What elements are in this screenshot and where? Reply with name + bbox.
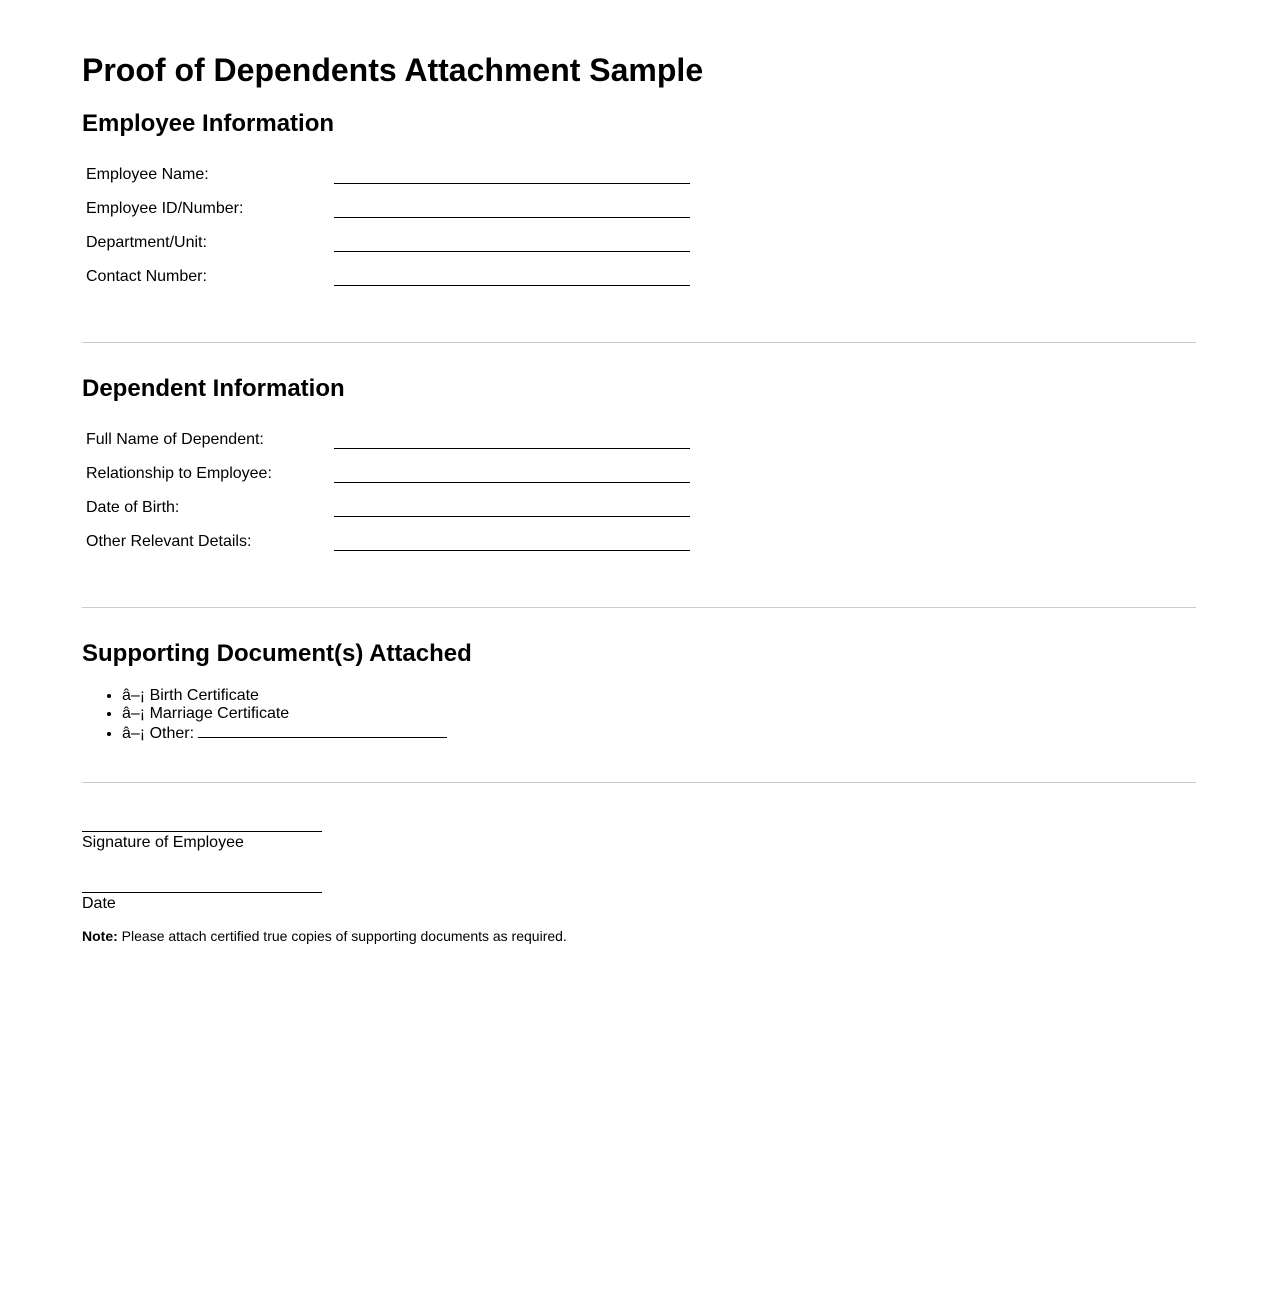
- document-label: Marriage Certificate: [149, 705, 290, 722]
- relationship-field[interactable]: [334, 482, 690, 483]
- department-field[interactable]: [334, 251, 690, 252]
- document-label: Birth Certificate: [149, 687, 259, 704]
- checkbox-icon[interactable]: â–¡: [122, 687, 146, 704]
- signature-label: Signature of Employee: [82, 834, 244, 851]
- section-divider: [82, 342, 1196, 343]
- field-label: Other Relevant Details:: [86, 533, 252, 550]
- dependent-name-field[interactable]: [334, 448, 690, 449]
- employee-id-field[interactable]: [334, 217, 690, 218]
- document-label: Other:: [149, 725, 195, 742]
- note-text: Please attach certified true copies of supporting documents as required.: [117, 928, 567, 944]
- documents-section-heading: Supporting Document(s) Attached: [82, 640, 472, 667]
- checkbox-icon[interactable]: â–¡: [122, 725, 146, 742]
- field-label: Employee Name:: [86, 166, 209, 183]
- relationship-row: [86, 465, 786, 499]
- section-divider: [82, 607, 1196, 608]
- field-label: Contact Number:: [86, 268, 207, 285]
- other-details-row: [86, 533, 786, 567]
- list-item: [122, 687, 447, 705]
- list-item: [122, 723, 447, 743]
- list-item: [122, 705, 447, 723]
- dependent-name-row: [86, 431, 786, 465]
- date-of-birth-field[interactable]: [334, 516, 690, 517]
- other-details-field[interactable]: [334, 550, 690, 551]
- employee-name-field[interactable]: [334, 183, 690, 184]
- note: [82, 928, 567, 944]
- dependent-section-heading: Dependent Information: [82, 375, 345, 402]
- other-document-field[interactable]: [198, 723, 447, 738]
- employee-section-heading: Employee Information: [82, 110, 335, 137]
- date-of-birth-row: [86, 499, 786, 533]
- page-title: Proof of Dependents Attachment Sample: [82, 52, 704, 88]
- documents-list: [82, 687, 447, 743]
- date-line[interactable]: [82, 892, 322, 893]
- field-label: Relationship to Employee:: [86, 465, 272, 482]
- field-label: Employee ID/Number:: [86, 200, 244, 217]
- signature-line[interactable]: [82, 831, 322, 832]
- section-divider: [82, 782, 1196, 783]
- checkbox-icon[interactable]: â–¡: [122, 705, 146, 722]
- field-label: Full Name of Dependent:: [86, 431, 264, 448]
- field-label: Department/Unit:: [86, 234, 207, 251]
- department-row: [86, 234, 786, 268]
- field-label: Date of Birth:: [86, 499, 180, 516]
- employee-id-row: [86, 200, 786, 234]
- contact-number-field[interactable]: [334, 285, 690, 286]
- date-label: Date: [82, 895, 116, 912]
- employee-name-row: [86, 166, 786, 200]
- contact-number-row: [86, 268, 786, 302]
- note-label: Note:: [82, 928, 118, 944]
